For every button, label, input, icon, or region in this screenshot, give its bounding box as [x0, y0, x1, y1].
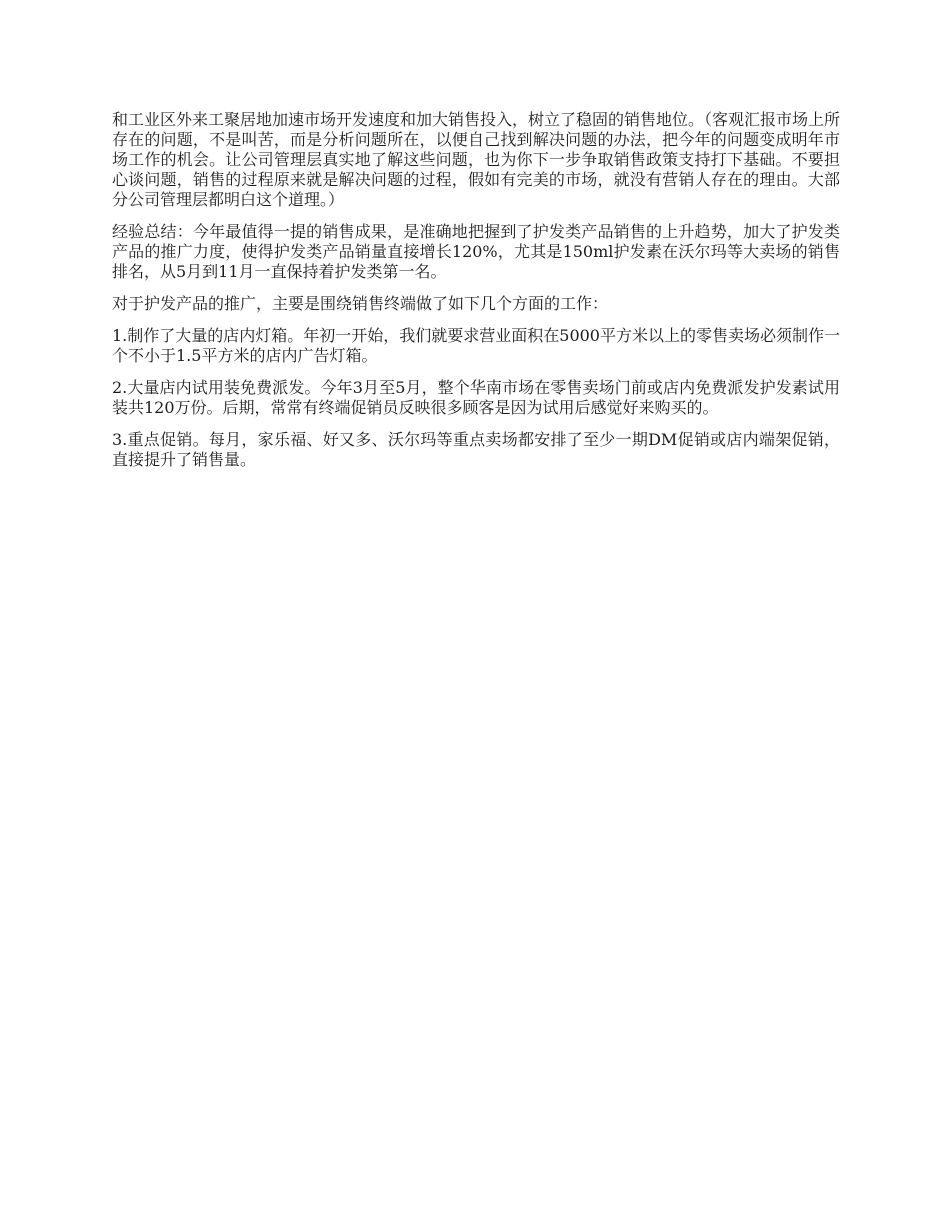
paragraph-promotion-lead: 对于护发产品的推广，主要是围绕销售终端做了如下几个方面的工作：	[112, 294, 609, 313]
paragraph-intro: 和工业区外来工聚居地加速市场开发速度和加大销售投入，树立了稳固的销售地位。（客观汇报市场上所存在的问题，不是叫苦，而是分析问题所在，以便自己找到解决问题的办法，把今年的问题变成明年市场工作的机会。让公司管理层真实地了解这些问题，也为你下一步争取销售政策支持打下基础。不要担心谈问题，销售的过程原来就是解决问题的过程，假如有完美的市场，就没有营销人存在的理由。大部分公司管理层都明白这个道理。）	[112, 110, 841, 209]
paragraph-item-3: 3.重点促销。每月，家乐福、好又多、沃尔玛等重点卖场都安排了至少一期DM促销或店内端架促销，直接提升了销售量。	[112, 430, 840, 469]
paragraph-item-1: 1.制作了大量的店内灯箱。年初一开始，我们就要求营业面积在5000平方米以上的零售卖场必须制作一个不小于1.5平方米的店内广告灯箱。	[112, 326, 840, 365]
document-body	[112, 110, 840, 482]
paragraph-item-2: 2.大量店内试用装免费派发。今年3月至5月，整个华南市场在零售卖场门前或店内免费派发护发素试用装共120万份。后期，常常有终端促销员反映很多顾客是因为试用后感觉好来购买的。	[112, 378, 840, 417]
paragraph-experience-summary: 经验总结：今年最值得一提的销售成果，是准确地把握到了护发类产品销售的上升趋势，加大了护发类产品的推广力度，使得护发类产品销量直接增长120%，尤其是150ml护发素在沃尔玛等大卖场的销售排名，从5月到11月一直保持着护发类第一名。	[112, 222, 840, 281]
